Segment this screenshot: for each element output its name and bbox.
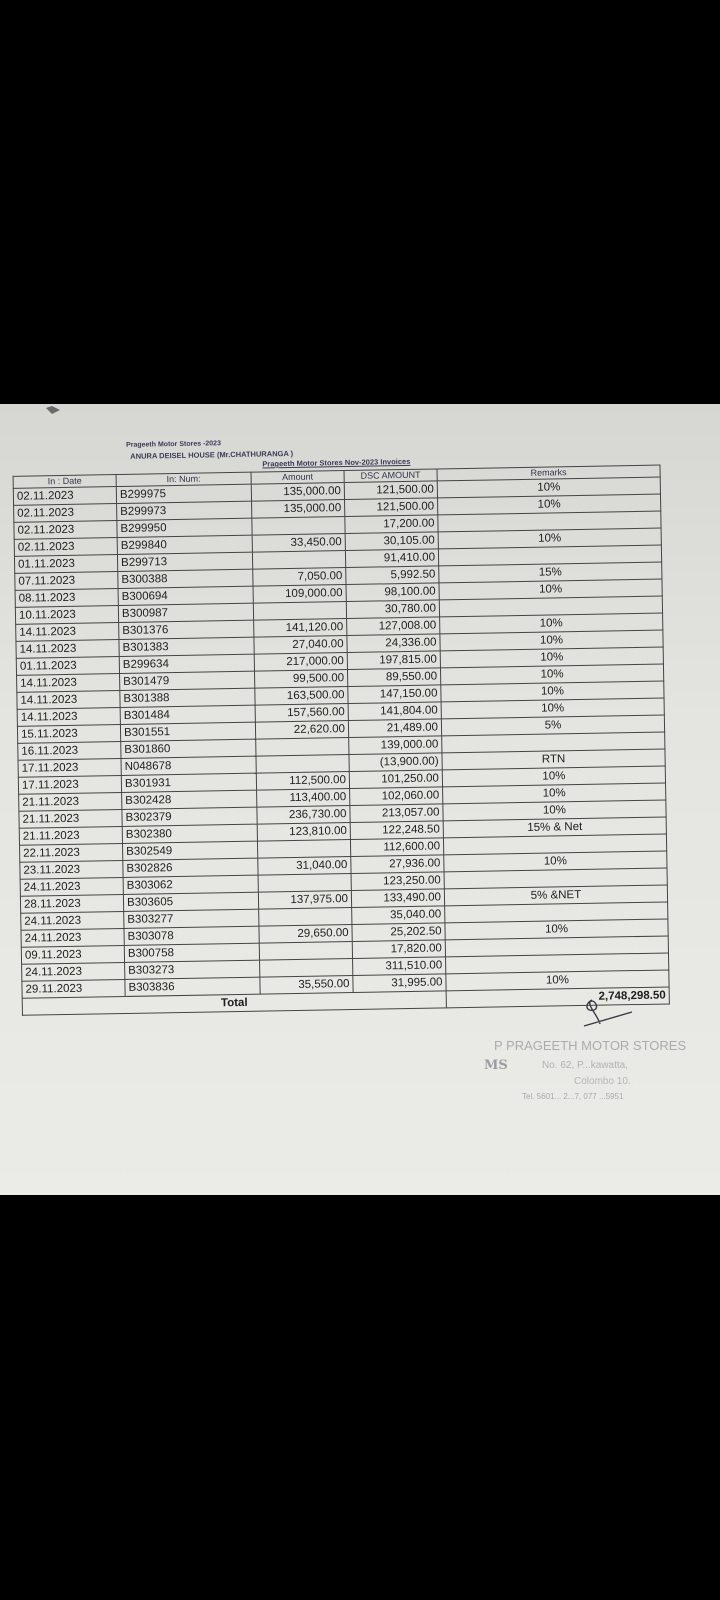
amount-cell: 163,500.00 bbox=[255, 687, 348, 706]
amount-cell: 22,620.00 bbox=[255, 721, 348, 740]
dsc-amount-cell: 31,995.00 bbox=[353, 974, 446, 993]
invoice-cell: B299634 bbox=[119, 654, 254, 673]
invoice-cell: N048678 bbox=[121, 756, 256, 775]
dsc-amount-cell: 133,490.00 bbox=[351, 889, 444, 908]
dsc-amount-cell: 121,500.00 bbox=[345, 498, 438, 517]
date-cell: 01.11.2023 bbox=[14, 555, 117, 574]
amount-cell: 217,000.00 bbox=[254, 653, 347, 672]
amount-cell bbox=[259, 908, 352, 927]
invoice-cell: B303273 bbox=[125, 960, 260, 979]
amount-cell: 7,050.00 bbox=[253, 568, 346, 587]
date-cell: 14.11.2023 bbox=[17, 708, 120, 727]
dsc-amount-cell: 89,550.00 bbox=[347, 668, 440, 687]
dsc-amount-cell: 5,992.50 bbox=[346, 566, 439, 585]
dsc-amount-cell: 122,248.50 bbox=[350, 821, 443, 840]
remarks-cell: 10% bbox=[438, 494, 661, 515]
date-cell: 21.11.2023 bbox=[19, 809, 122, 828]
remarks-cell: 10% bbox=[441, 698, 664, 719]
dsc-amount-cell: 141,804.00 bbox=[348, 702, 441, 721]
invoice-sheet bbox=[4, 432, 690, 1010]
dsc-amount-cell: 17,200.00 bbox=[345, 515, 438, 534]
dsc-amount-cell: 121,500.00 bbox=[344, 481, 437, 500]
total-label: Total bbox=[22, 991, 446, 1015]
amount-cell: 29,650.00 bbox=[259, 925, 352, 944]
remarks-cell: 10% bbox=[443, 800, 666, 821]
date-cell: 14.11.2023 bbox=[16, 623, 119, 642]
invoice-cell: B301860 bbox=[121, 739, 256, 758]
invoice-cell: B301479 bbox=[120, 671, 255, 690]
dsc-amount-cell: 27,936.00 bbox=[351, 855, 444, 874]
remarks-cell: 10% bbox=[437, 477, 660, 498]
invoice-cell: B303078 bbox=[124, 926, 259, 945]
amount-cell: 135,000.00 bbox=[252, 500, 345, 519]
dsc-amount-cell: 101,250.00 bbox=[349, 770, 442, 789]
remarks-cell: 10% bbox=[438, 528, 661, 549]
invoice-cell: B303605 bbox=[123, 892, 258, 911]
amount-cell bbox=[259, 941, 352, 960]
date-cell: 02.11.2023 bbox=[13, 487, 116, 506]
date-cell: 16.11.2023 bbox=[18, 742, 121, 761]
dsc-amount-cell: 102,060.00 bbox=[350, 787, 443, 806]
dsc-amount-cell: 35,040.00 bbox=[352, 906, 445, 925]
date-cell: 02.11.2023 bbox=[14, 504, 117, 523]
date-cell: 14.11.2023 bbox=[16, 640, 119, 659]
dsc-amount-cell: 213,057.00 bbox=[350, 804, 443, 823]
amount-cell bbox=[253, 602, 346, 621]
invoice-column-header: In: Num: bbox=[116, 472, 251, 486]
remarks-cell: 10% bbox=[442, 766, 665, 787]
invoice-cell: B300987 bbox=[118, 603, 253, 622]
invoice-cell: B303277 bbox=[124, 909, 259, 928]
company-year-heading: Prageeth Motor Stores -2023 bbox=[125, 440, 222, 449]
amount-cell: 27,040.00 bbox=[254, 636, 347, 655]
amount-cell bbox=[260, 958, 353, 977]
total-value: 2,748,298.50 bbox=[446, 987, 669, 1008]
amount-cell: 112,500.00 bbox=[256, 772, 349, 791]
invoice-rows bbox=[13, 477, 669, 998]
invoice-cell: B300694 bbox=[118, 586, 253, 605]
date-cell: 23.11.2023 bbox=[20, 860, 123, 879]
amount-cell: 31,040.00 bbox=[258, 857, 351, 876]
amount-cell bbox=[252, 517, 345, 536]
invoice-cell: B301551 bbox=[120, 722, 255, 741]
invoice-cell: B300388 bbox=[118, 569, 253, 588]
invoice-table bbox=[13, 465, 670, 1016]
dsc-amount-cell: 139,000.00 bbox=[349, 736, 442, 755]
paper-fold-mark bbox=[46, 406, 60, 414]
date-cell: 14.11.2023 bbox=[17, 691, 120, 710]
amount-cell: 141,120.00 bbox=[254, 619, 347, 638]
date-cell: 17.11.2023 bbox=[18, 759, 121, 778]
amount-cell bbox=[252, 551, 345, 570]
date-cell: 29.11.2023 bbox=[22, 979, 125, 998]
remarks-column-header: Remarks bbox=[437, 465, 660, 481]
dsc-amount-cell: 30,105.00 bbox=[345, 532, 438, 551]
dsc-amount-cell: 25,202.50 bbox=[352, 923, 445, 942]
stamp-address-line2: Colombo 10. bbox=[574, 1076, 631, 1087]
remarks-cell: 5% &NET bbox=[444, 885, 667, 906]
date-cell: 10.11.2023 bbox=[15, 606, 118, 625]
remarks-cell: 10% bbox=[441, 681, 664, 702]
stamp-address-line1: No. 62, P...kawatta, bbox=[542, 1060, 628, 1071]
remarks-cell: 10% bbox=[446, 970, 669, 991]
dsc-amount-cell: 30,780.00 bbox=[346, 600, 439, 619]
dsc-amount-cell: 24,336.00 bbox=[347, 634, 440, 653]
remarks-cell: 10% bbox=[445, 919, 668, 940]
amount-cell bbox=[256, 738, 349, 757]
date-cell: 21.11.2023 bbox=[19, 826, 122, 845]
amount-cell: 33,450.00 bbox=[252, 534, 345, 553]
stamp-shop-name: P PRAGEETH MOTOR STORES bbox=[494, 1038, 687, 1053]
amount-cell: 113,400.00 bbox=[257, 789, 350, 808]
date-cell: 08.11.2023 bbox=[15, 589, 118, 608]
date-cell: 24.11.2023 bbox=[21, 911, 124, 930]
amount-cell bbox=[258, 874, 351, 893]
dsc-amount-cell: 197,815.00 bbox=[347, 651, 440, 670]
date-cell: 09.11.2023 bbox=[21, 945, 124, 964]
amount-cell: 123,810.00 bbox=[257, 823, 350, 842]
amount-cell bbox=[256, 755, 349, 774]
date-cell: 02.11.2023 bbox=[14, 521, 117, 540]
dsc-amount-column-header: DSC AMOUNT bbox=[344, 469, 437, 483]
date-cell: 24.11.2023 bbox=[20, 877, 123, 896]
remarks-cell: 10% bbox=[440, 647, 663, 668]
amount-cell: 157,560.00 bbox=[255, 704, 348, 723]
invoice-cell: B302380 bbox=[122, 824, 257, 843]
dsc-amount-cell: 21,489.00 bbox=[348, 719, 441, 738]
dsc-amount-cell: 147,150.00 bbox=[348, 685, 441, 704]
remarks-cell: 15% & Net bbox=[443, 817, 666, 838]
invoice-cell: B303062 bbox=[123, 875, 258, 894]
invoice-cell: B299950 bbox=[117, 518, 252, 537]
amount-column-header: Amount bbox=[251, 471, 344, 485]
dsc-amount-cell: 98,100.00 bbox=[346, 583, 439, 602]
date-cell: 07.11.2023 bbox=[15, 572, 118, 591]
date-cell: 28.11.2023 bbox=[20, 894, 123, 913]
dsc-amount-cell: 123,250.00 bbox=[351, 872, 444, 891]
invoice-cell: B302379 bbox=[122, 807, 257, 826]
invoice-cell: B301484 bbox=[120, 705, 255, 724]
shop-stamp bbox=[484, 1028, 720, 1128]
customer-heading: ANURA DEISEL HOUSE (Mr.CHATHURANGA ) bbox=[130, 448, 294, 461]
invoice-cell: B301931 bbox=[121, 773, 256, 792]
date-cell: 15.11.2023 bbox=[17, 725, 120, 744]
date-cell: 24.11.2023 bbox=[22, 962, 125, 981]
amount-cell bbox=[257, 840, 350, 859]
date-column-header: In : Date bbox=[13, 475, 116, 489]
remarks-cell: 5% bbox=[441, 715, 664, 736]
dsc-amount-cell: 311,510.00 bbox=[353, 957, 446, 976]
remarks-cell: 10% bbox=[440, 613, 663, 634]
remarks-cell: RTN bbox=[442, 749, 665, 770]
date-cell: 21.11.2023 bbox=[19, 793, 122, 812]
invoice-cell: B299973 bbox=[117, 501, 252, 520]
stamp-initials: MS bbox=[484, 1058, 508, 1073]
invoice-cell: B302428 bbox=[122, 790, 257, 809]
amount-cell: 135,000.00 bbox=[251, 483, 344, 502]
invoice-cell: B302826 bbox=[123, 858, 258, 877]
amount-cell: 137,975.00 bbox=[258, 891, 351, 910]
dsc-amount-cell: 17,820.00 bbox=[352, 940, 445, 959]
dsc-amount-cell: (13,900.00) bbox=[349, 753, 442, 772]
invoice-cell: B301376 bbox=[119, 620, 254, 639]
invoice-cell: B303836 bbox=[125, 977, 260, 996]
amount-cell: 109,000.00 bbox=[253, 585, 346, 604]
invoice-cell: B300758 bbox=[124, 943, 259, 962]
remarks-cell: 10% bbox=[440, 664, 663, 685]
dsc-amount-cell: 127,008.00 bbox=[347, 617, 440, 636]
remarks-cell: 10% bbox=[443, 783, 666, 804]
invoice-cell: B299840 bbox=[117, 535, 252, 554]
remarks-cell: 10% bbox=[439, 579, 662, 600]
invoice-cell: B301388 bbox=[120, 688, 255, 707]
amount-cell: 99,500.00 bbox=[255, 670, 348, 689]
invoice-cell: B299975 bbox=[116, 484, 251, 503]
date-cell: 24.11.2023 bbox=[21, 928, 124, 947]
date-cell: 14.11.2023 bbox=[17, 674, 120, 693]
invoice-cell: B301383 bbox=[119, 637, 254, 656]
dsc-amount-cell: 91,410.00 bbox=[345, 549, 438, 568]
invoice-cell: B302549 bbox=[122, 841, 257, 860]
invoices-period-heading: Prageeth Motor Stores Nov-2023 Invoices bbox=[262, 456, 411, 469]
remarks-cell: 15% bbox=[439, 562, 662, 583]
document-photo bbox=[0, 404, 720, 1195]
dsc-amount-cell: 112,600.00 bbox=[350, 838, 443, 857]
date-cell: 02.11.2023 bbox=[14, 538, 117, 557]
stamp-telephone: Tel. 5601... 2...7, 077 ...5951 bbox=[522, 1092, 624, 1101]
date-cell: 22.11.2023 bbox=[20, 843, 123, 862]
amount-cell: 35,550.00 bbox=[260, 975, 353, 994]
date-cell: 01.11.2023 bbox=[16, 657, 119, 676]
date-cell: 17.11.2023 bbox=[18, 776, 121, 795]
remarks-cell: 10% bbox=[444, 851, 667, 872]
remarks-cell: 10% bbox=[440, 630, 663, 651]
amount-cell: 236,730.00 bbox=[257, 806, 350, 825]
invoice-cell: B299713 bbox=[117, 552, 252, 571]
